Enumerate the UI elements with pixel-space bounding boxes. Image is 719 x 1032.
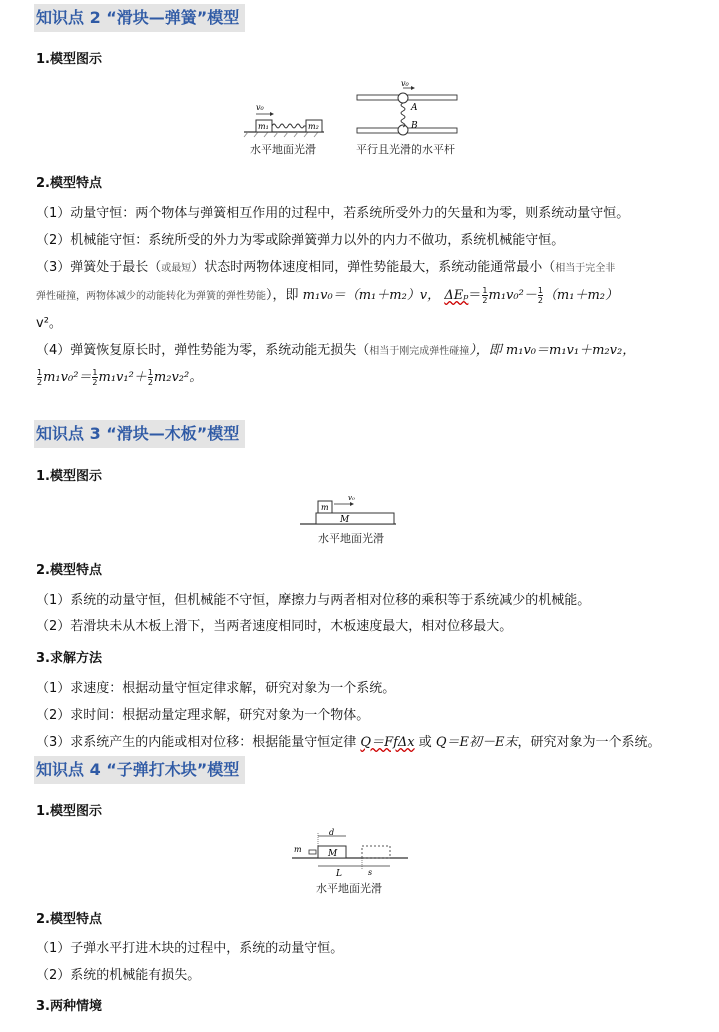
kp3-point-2: （2）若滑块未从木板上滑下，当两者速度相同时，木板速度最大，相对位移最大。 xyxy=(36,619,513,634)
fig1-caption: 水平地面光滑 xyxy=(250,143,316,156)
kp2-point-1: （1）动量守恒：两个物体与弹簧相互作用的过程中，若系统所受外力的矢量和为零，则系统动量守恒。 xyxy=(36,206,630,221)
subheading-solving-method: 3.求解方法 xyxy=(36,651,102,666)
fig4-M-label: M xyxy=(328,849,338,859)
kp2-point-3-line1: （3）弹簧处于最长（或最短）状态时两物体速度相同，弹性势能最大，系统动能通常最小（相当于完全非 xyxy=(36,260,616,275)
kp4-point-1: （1）子弹水平打进木块的过程中，系统的动量守恒。 xyxy=(36,941,344,956)
kp4-point-2: （2）系统的机械能有损失。 xyxy=(36,968,201,983)
fig4-s-label: s xyxy=(368,868,373,877)
section-title-kp3: 知识点 3 “滑块—木板”模型 xyxy=(34,420,245,448)
section-title-kp4: 知识点 4 “子弹打木块”模型 xyxy=(34,756,245,784)
subheading-model-features-4: 2.模型特点 xyxy=(36,912,102,927)
fig2-caption: 平行且光滑的水平杆 xyxy=(356,143,455,156)
fig4-caption: 水平地面光滑 xyxy=(316,882,382,895)
parallel-rods-figure xyxy=(355,80,460,140)
fig4-L-label: L xyxy=(336,869,342,879)
fig3-caption: 水平地面光滑 xyxy=(318,532,384,545)
kp2-point-2: （2）机械能守恒：系统所受的外力为零或除弹簧弹力以外的内力不做功，系统机械能守恒。 xyxy=(36,233,565,248)
kp3-point-1: （1）系统的动量守恒，但机械能不守恒，摩擦力与两者相对位移的乘积等于系统减少的机械能。 xyxy=(36,593,591,608)
fig2-v0-label: v₀ xyxy=(401,79,409,88)
fig4-m-label: m xyxy=(294,845,302,854)
kp3-method-3: （3）求系统产生的内能或相对位移：根据能量守恒定律 Q＝FfΔx 或 Q＝E初－E末，研究对象为一个系统。 xyxy=(36,735,661,750)
subheading-model-features-3: 2.模型特点 xyxy=(36,563,102,578)
fig2-a-label: A xyxy=(411,103,418,113)
fig3-v0-label: v₀ xyxy=(348,494,355,502)
kp2-point-3-line3: v²。 xyxy=(36,316,62,331)
fig2-b-label: B xyxy=(411,121,418,131)
section-title-kp2: 知识点 2 “滑块—弹簧”模型 xyxy=(34,4,245,32)
subheading-model-diagram-3: 1.模型图示 xyxy=(36,469,102,484)
fig3-m-label: m xyxy=(321,503,329,512)
kp3-method-2: （2）求时间：根据动量定理求解，研究对象为一个物体。 xyxy=(36,708,370,723)
slider-spring-figure xyxy=(240,96,340,138)
subheading-model-diagram-4: 1.模型图示 xyxy=(36,804,102,819)
kp3-method-1: （1）求速度：根据动量守恒定律求解，研究对象为一个系统。 xyxy=(36,681,396,696)
kp2-point-4-line1: （4）弹簧恢复原长时，弹性势能为零，系统动能无损失（相当于刚完成弹性碰撞），即 m₁v₀＝m₁v₁＋m₂v₂， xyxy=(36,343,636,358)
bullet-block-figure xyxy=(292,830,412,880)
fig1-m1-label: m₁ xyxy=(258,122,269,131)
subheading-two-scenarios: 3.两种情境 xyxy=(36,999,102,1014)
slider-board-figure xyxy=(300,495,400,527)
kp2-point-3-line2: 弹性碰撞，两物体减少的动能转化为弹簧的弹性势能），即 m₁v₀＝（m₁＋m₂）v， ΔEₚ＝ $\frac{1}{2}$ m₁v₀²－ $\frac{1}{2}$ （m₁＋m₂） xyxy=(36,286,618,305)
fig3-M-label: M xyxy=(340,515,350,525)
fig4-d-label: d xyxy=(329,828,335,837)
kp2-point-4-line2: $\frac{1}{2}$ m₁v₀²＝ $\frac{1}{2}$ m₁v₁²＋ $\frac{1}{2}$ m₂v₂²。 xyxy=(37,368,203,387)
subheading-model-features: 2.模型特点 xyxy=(36,176,102,191)
fig1-m2-label: m₂ xyxy=(308,122,319,131)
fig1-v0-label: v₀ xyxy=(256,103,264,112)
subheading-model-diagram: 1.模型图示 xyxy=(36,52,102,67)
